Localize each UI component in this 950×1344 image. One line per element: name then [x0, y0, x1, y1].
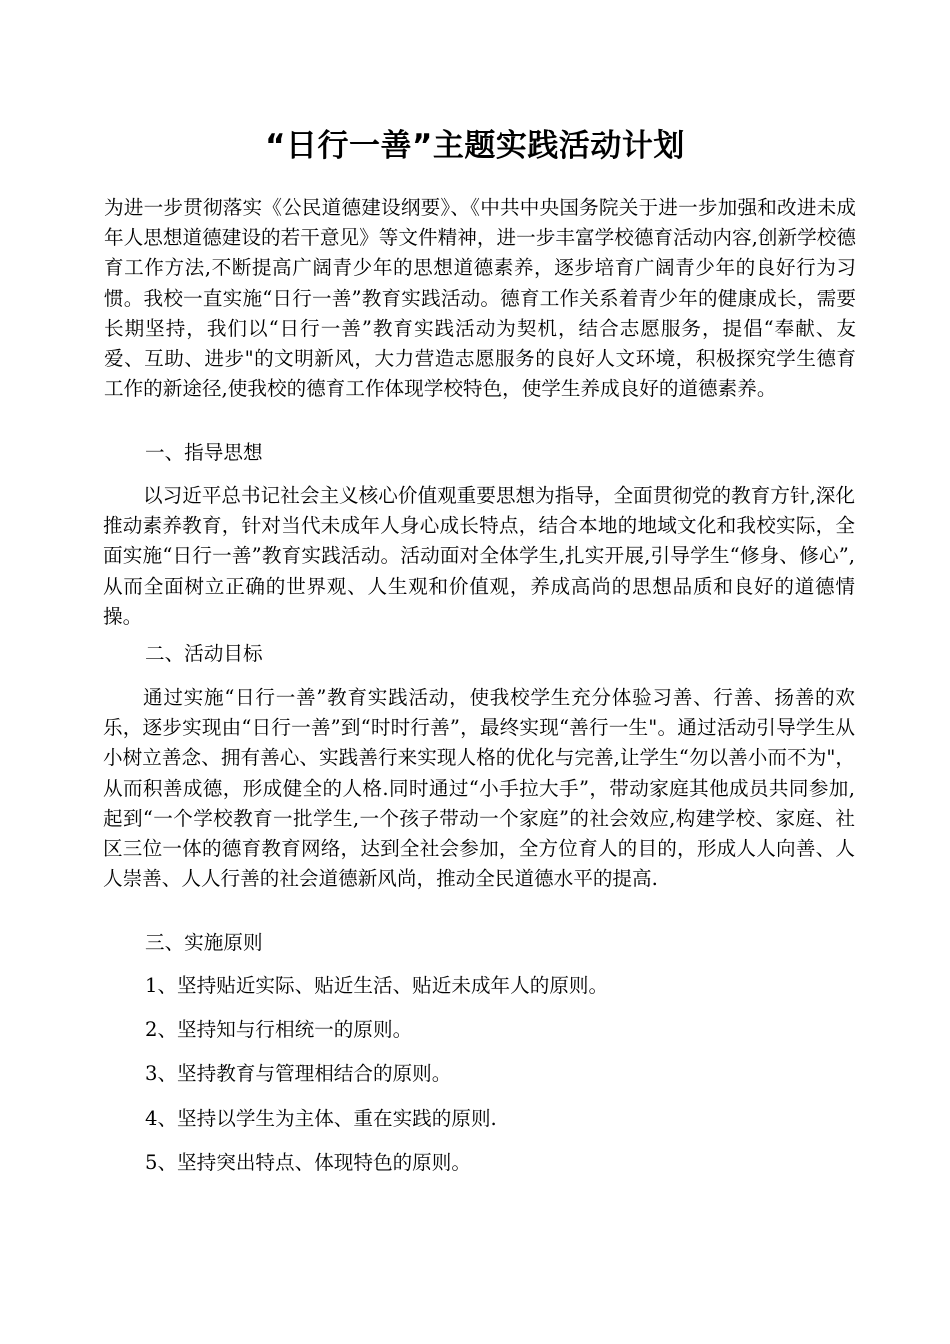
- principle-item: 5、坚持突出特点、体现特色的原则。: [145, 1151, 471, 1174]
- principle-item: 2、坚持知与行相统一的原则。: [145, 1018, 413, 1041]
- section-heading-principles: 三、实施原则: [145, 931, 263, 954]
- section-heading-activity-goals: 二、活动目标: [145, 642, 263, 665]
- principle-item: 3、坚持教育与管理相结合的原则。: [145, 1062, 452, 1085]
- section-heading-guiding-ideology: 一、指导思想: [145, 441, 263, 464]
- section-body-activity-goals: 通过实施“日行一善”教育实践活动，使我校学生充分体验习善、行善、扬善的欢乐，逐步实现由“日行一善”到“时时行善”，最终实现“善行一生"。通过活动引导学生从小树立善念、拥有善心、实践善行来实现人格的优化与完善,让学生“勿以善小而不为"，从而积善成德，形成健全的人格.同时通过“小手拉大手”，带动家庭其他成员共同参加,起到“一个学校教育一批学生,一个孩子带动一个家庭”的社会效应,构建学校、家庭、社区三位一体的德育教育网络，达到全社会参加，全方位育人的目的，形成人人向善、人人崇善、人人行善的社会道德新风尚，推动全民道德水平的提高.: [103, 686, 855, 891]
- principle-item: 4、坚持以学生为主体、重在实践的原则.: [145, 1107, 497, 1130]
- intro-paragraph: 为进一步贯彻落实《公民道德建设纲要》、《中共中央国务院关于进一步加强和改进未成年人思想道德建设的若干意见》等文件精神，进一步丰富学校德育活动内容,创新学校德育工作方法,不断提高广阔青少年的思想道德素养，逐步培育广阔青少年的良好行为习惯。我校一直实施“日行一善”教育实践活动。德育工作关系着青少年的健康成长，需要长期坚持，我们以“日行一善”教育实践活动为契机，结合志愿服务，提倡“奉献、友爱、互助、进步"的文明新风，大力营造志愿服务的良好人文环境，积极探究学生德育工作的新途径,使我校的德育工作体现学校特色，使学生养成良好的道德素养。: [104, 196, 856, 401]
- principle-item: 1、坚持贴近实际、贴近生活、贴近未成年人的原则。: [145, 974, 609, 997]
- section-body-guiding-ideology: 以习近平总书记社会主义核心价值观重要思想为指导，全面贯彻党的教育方针,深化推动素养教育，针对当代未成年人身心成长特点，结合本地的地域文化和我校实际，全面实施“日行一善”教育实践活动。活动面对全体学生,扎实开展,引导学生“修身、修心”,从而全面树立正确的世界观、人生观和价值观，养成高尚的思想品质和良好的道德情操。: [103, 484, 855, 628]
- document-title: “日行一善”主题实践活动计划: [265, 128, 685, 164]
